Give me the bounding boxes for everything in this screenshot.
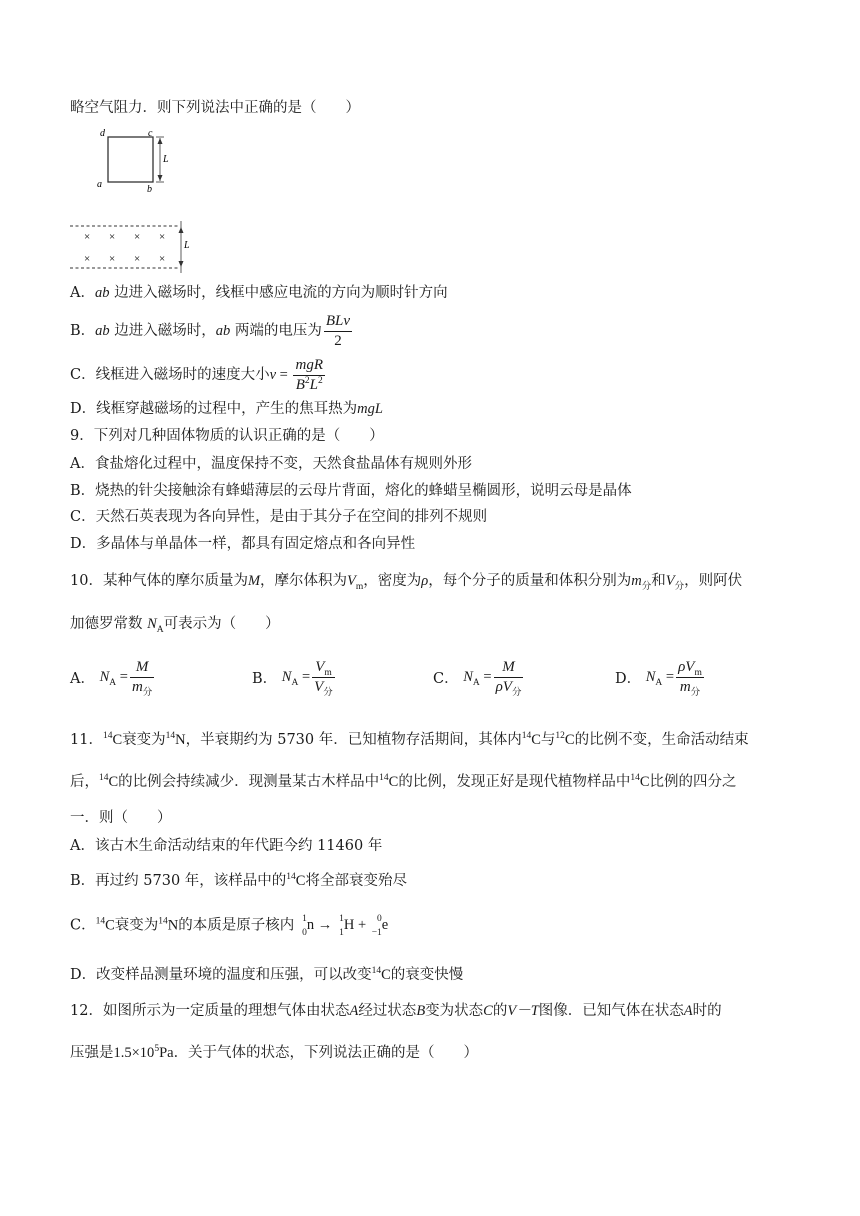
q11-option-a: A．该古木生命活动结束的年代距今约 11460 年: [70, 838, 383, 854]
fraction-mgr-over-b2l2: $\frac{\text{mgR}}{B^2L^2}$: [295, 356, 323, 393]
q8-option-b: B．ab 边进入磁场时，ab 两端的电压为 $\frac{\text{BLv}}{2}$: [70, 312, 351, 349]
q9-option-a: A．食盐熔化过程中，温度保持不变，天然食盐晶体有规则外形: [70, 456, 472, 472]
field-mark: ×: [134, 253, 141, 265]
field-mark: ×: [109, 231, 116, 243]
q10-stem-line1: 10．某种气体的摩尔质量为M，摩尔体积为$V_m$，密度为ρ，每个分子的质量和体积分别为$m_分$和$V_分$，则阿伏: [70, 573, 743, 592]
q10-option-a: A． $N_A$ = $\frac{M}{m_分}$: [70, 659, 153, 698]
q12-stem-line1: 12．如图所示为一定质量的理想气体由状态A经过状态B变为状态C的V－T图像．已知气体在状态A时的: [70, 1003, 722, 1019]
q11-option-d: D．改变样品测量环境的温度和压强，可以改变$^{14}$C的衰变快慢: [70, 966, 464, 983]
intro-text: 略空气阻力．则下列说法中正确的是（ ）: [70, 100, 360, 116]
q11-option-b: B．再过约 5730 年，该样品中的$^{14}$C将全部衰变殆尽: [70, 872, 407, 889]
q9-stem: 9．下列对几种固体物质的认识正确的是（ ）: [70, 428, 384, 444]
q9-option-b: B．烧热的针尖接触涂有蜂蜡薄层的云母片背面，熔化的蜂蜡呈椭圆形，说明云母是晶体: [70, 483, 632, 499]
field-mark: ×: [109, 253, 116, 265]
q10-option-b: B． $N_A$ = $\frac{V_m}{V_分}$: [252, 659, 333, 698]
field-dimension-label: L: [184, 240, 190, 251]
intro-line: [70, 97, 360, 119]
field-mark: ×: [84, 231, 91, 243]
field-mark: ×: [134, 231, 141, 243]
q8-option-c: C．线框进入磁场时的速度大小v = $\frac{\text{mgR}}{B^2L^2}$: [70, 356, 323, 393]
q12-stem-line2: 压强是$1.5\times 10^5Pa$．关于气体的状态，下列说法正确的是（ ）: [70, 1044, 479, 1061]
decay-equation: 1 0 n → 1 1 H + 0 −1 e: [302, 914, 389, 938]
q10-stem-line2: 加德罗常数 $N_A$可表示为（ ）: [70, 616, 280, 635]
q11-stem-line1: 11．$^{14}$C衰变为$^{14}$N，半衰期约为 5730 年．已知植物存活期间，其体内$^{14}$C与$^{12}$C的比例不变，生命活动结束: [70, 731, 749, 748]
coil-frame: [108, 137, 153, 182]
q11-stem-line2: 后，$^{14}$C的比例会持续减少．现测量某古木样品中$^{14}$C的比例，发现正好是现代植物样品中$^{14}$C比例的四分之: [70, 773, 737, 790]
corner-label-c: c: [148, 128, 153, 139]
q9-option-c: C．天然石英表现为各向异性，是由于其分子在空间的排列不规则: [70, 509, 488, 525]
q9-option-d: D．多晶体与单晶体一样，都具有固定熔点和各向异性: [70, 536, 416, 552]
field-mark: ×: [159, 253, 166, 265]
corner-label-d: d: [100, 128, 105, 139]
frame-dimension-label: L: [163, 154, 169, 165]
q10-option-d: D． $N_A$ = $\frac{\rho V_m}{m_分}$: [615, 659, 702, 698]
corner-label-a: a: [97, 179, 102, 190]
q11-stem-line3: 一．则（ ）: [70, 810, 172, 826]
q11-option-c: C．$^{14}$C衰变为$^{14}$N的本质是原子核内 1 0 n → 1 1 H + 0 −1 e: [70, 914, 389, 938]
frame-field-figure: [68, 124, 198, 274]
q10-option-c: C． $N_A$ = $\frac{M}{\rho V_分}$: [433, 659, 522, 698]
q8-option-a: A．ab 边进入磁场时，线框中感应电流的方向为顺时针方向: [70, 285, 448, 301]
field-mark: ×: [159, 231, 166, 243]
field-mark: ×: [84, 253, 91, 265]
q8-option-d: D．线框穿越磁场的过程中，产生的焦耳热为mgL: [70, 401, 383, 417]
corner-label-b: b: [147, 184, 152, 195]
fraction-blv-over-2: $\frac{\text{BLv}}{2}$: [325, 312, 351, 349]
